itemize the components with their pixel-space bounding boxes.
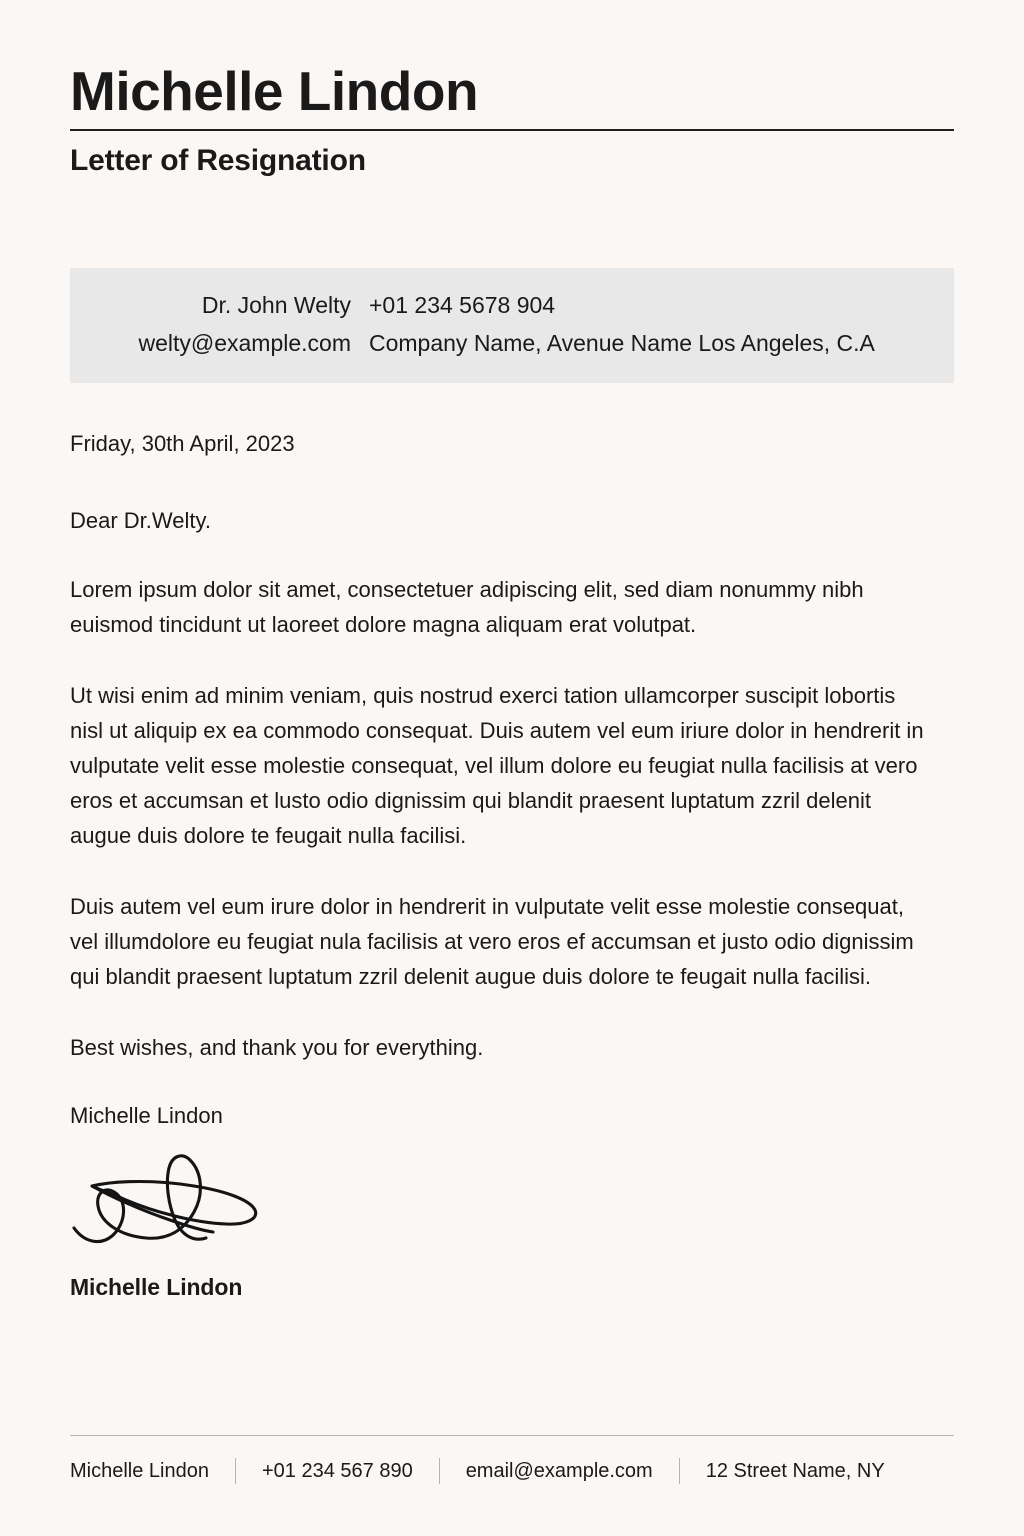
footer-contact-list [70, 1458, 954, 1484]
letter-paragraph-2: Ut wisi enim ad minim veniam, quis nostrud exerci tation ullamcorper suscipit lobortis nisl ut aliquip ex ea commodo consequat. Duis autem vel eum iriure dolor in hendrerit in vulputate velit esse molestie consequat, vel illum dolore eu feugiat nulla facilisis at vero eros et accumsan et lusto odio dignissim qui blandit praesent luptatum zzril delenit augue duis dolore te feugait nulla facilisi. [70, 683, 924, 849]
signature-printed-name: Michelle Lindon [70, 1274, 243, 1301]
letter-date: Friday, 30th April, 2023 [70, 431, 295, 457]
footer-item-email: email@example.com [465, 1459, 653, 1482]
recipient-row-name-phone [86, 290, 928, 321]
footer-separator [235, 1458, 236, 1484]
footer-item-address: 12 Street Name, NY [705, 1459, 885, 1482]
recipient-contact-band [70, 268, 954, 383]
letter-footer [70, 1435, 954, 1484]
letter-signoff-name: Michelle Lindon [70, 1103, 223, 1129]
letter-body [70, 427, 954, 1301]
letter-salutation: Dear Dr.Welty. [70, 508, 211, 534]
recipient-row-email-address [86, 328, 928, 359]
letter-paragraph-3: Duis autem vel eum irure dolor in hendrerit in vulputate velit esse molestie consequat, vel illumdolore eu feugiat nula facilisis at vero eros ef accumsan et justo odio dignissim qui blandit praesent luptatum zzril delenit augue duis dolore te feugait nulla facilisi. [70, 894, 914, 990]
handwritten-signature-icon [70, 1150, 285, 1258]
header-divider [70, 129, 954, 131]
footer-separator [439, 1458, 440, 1484]
recipient-name: Dr. John Welty [201, 292, 351, 319]
signature-block [70, 1150, 954, 1301]
footer-item-phone: +01 234 567 890 [261, 1459, 413, 1482]
document-subtitle: Letter of Resignation [70, 144, 366, 178]
letter-header [70, 0, 954, 178]
recipient-email: welty@example.com [138, 330, 351, 357]
page-title: Michelle Lindon [70, 60, 479, 122]
footer-divider [70, 1435, 954, 1436]
recipient-phone: +01 234 5678 904 [369, 292, 556, 319]
footer-item-name: Michelle Lindon [70, 1459, 209, 1482]
letter-closing: Best wishes, and thank you for everything. [70, 1035, 484, 1061]
footer-separator [679, 1458, 680, 1484]
letter-paragraph-1: Lorem ipsum dolor sit amet, consectetuer adipiscing elit, sed diam nonummy nibh euismod tincidunt ut laoreet dolore magna aliquam erat volutpat. [70, 577, 864, 638]
recipient-company-address: Company Name, Avenue Name Los Angeles, C.A [369, 330, 875, 357]
